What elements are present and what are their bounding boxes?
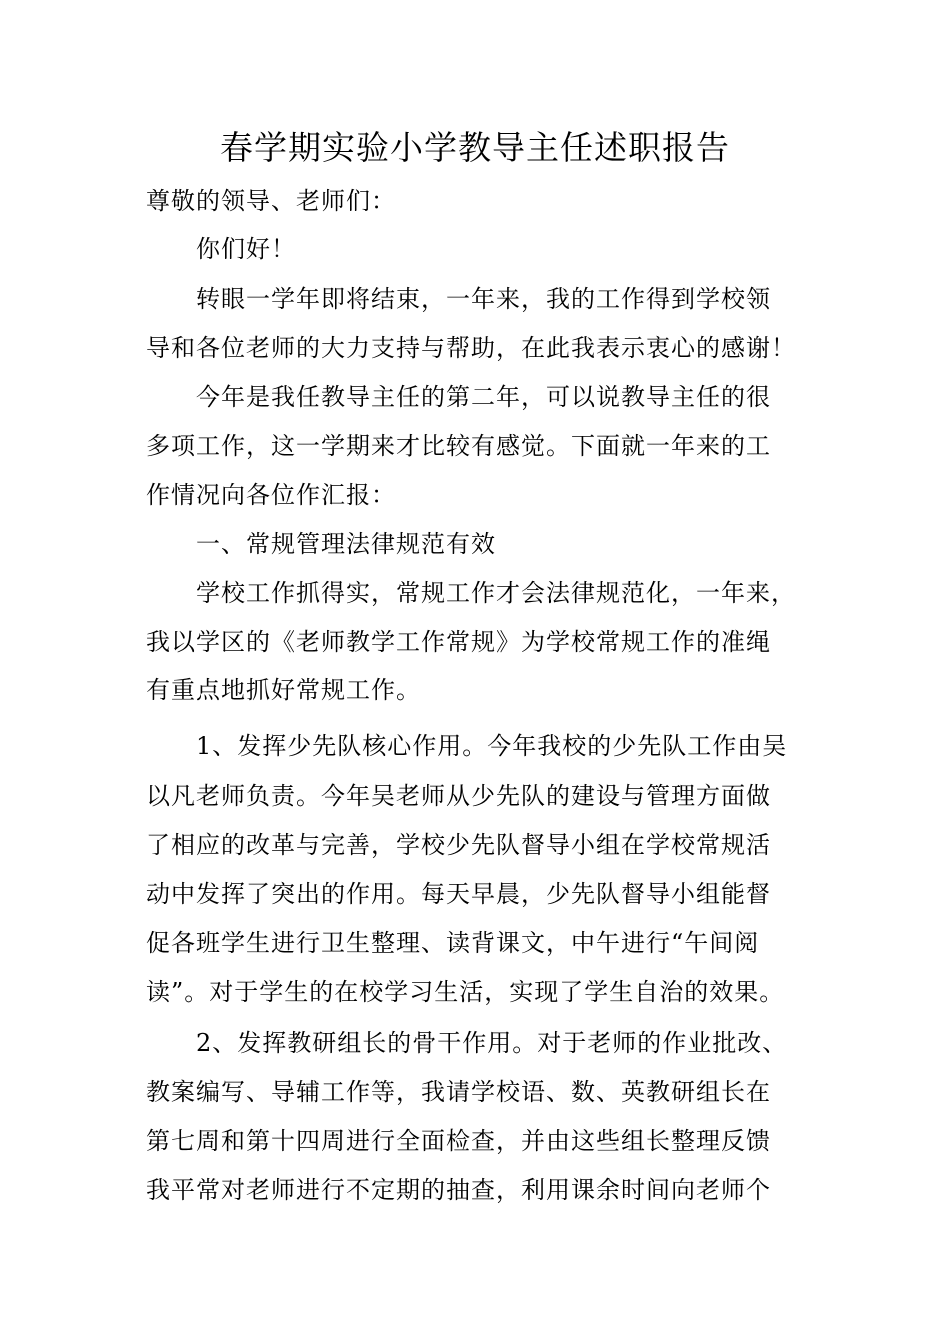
body-line: 导和各位老师的大力支持与帮助，在此我表示衷心的感谢！ bbox=[146, 334, 796, 362]
body-line: 1、发挥少先队核心作用。今年我校的少先队工作由吴 bbox=[196, 732, 788, 760]
body-line: 我平常对老师进行不定期的抽查，利用课余时间向老师个 bbox=[146, 1176, 771, 1204]
body-line: 促各班学生进行卫生整理、读背课文，中午进行“午间阅 bbox=[146, 929, 760, 957]
body-line: 动中发挥了突出的作用。每天早晨，少先队督导小组能督 bbox=[146, 880, 771, 908]
body-line: 作情况向各位作汇报： bbox=[146, 481, 396, 509]
body-line: 了相应的改革与完善，学校少先队督导小组在学校常规活 bbox=[146, 831, 771, 859]
body-line: 以凡老师负责。今年吴老师从少先队的建设与管理方面做 bbox=[146, 782, 771, 810]
body-line: 今年是我任教导主任的第二年，可以说教导主任的很 bbox=[196, 383, 771, 411]
body-line: 多项工作，这一学期来才比较有感觉。下面就一年来的工 bbox=[146, 432, 771, 460]
document-title: 春学期实验小学教导主任述职报告 bbox=[220, 128, 730, 167]
body-line: 读”。对于学生的在校学习生活，实现了学生自治的效果。 bbox=[146, 978, 785, 1006]
body-line: 转眼一学年即将结束，一年来，我的工作得到学校领 bbox=[196, 285, 771, 313]
body-line: 第七周和第十四周进行全面检查，并由这些组长整理反馈 bbox=[146, 1127, 771, 1155]
body-line: 有重点地抓好常规工作。 bbox=[146, 676, 421, 704]
body-line: 教案编写、导辅工作等，我请学校语、数、英教研组长在 bbox=[146, 1078, 771, 1106]
body-line: 我以学区的《老师教学工作常规》为学校常规工作的准绳 bbox=[146, 628, 771, 656]
body-line: 2、发挥教研组长的骨干作用。对于老师的作业批改、 bbox=[196, 1029, 788, 1057]
body-line: 学校工作抓得实，常规工作才会法律规范化，一年来， bbox=[196, 579, 796, 607]
salutation: 尊敬的领导、老师们： bbox=[146, 187, 396, 215]
section-heading: 一、常规管理法律规范有效 bbox=[196, 530, 496, 558]
greeting: 你们好！ bbox=[196, 235, 296, 263]
